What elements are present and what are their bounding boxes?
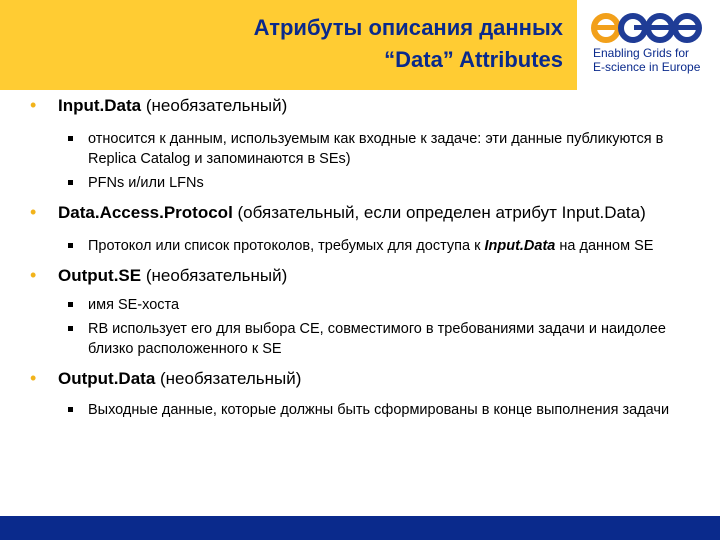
bullet-level2 bbox=[30, 295, 690, 315]
bullet-level2 bbox=[30, 173, 690, 193]
sub-bullet-text: PFNs и/или LFNs bbox=[88, 175, 204, 191]
sub-bullet-text: RB использует его для выбора CE, совместимого в требованиями задачи и наидолее близко расположенного к SE bbox=[88, 321, 666, 357]
egee-wordmark-icon bbox=[591, 12, 703, 44]
attribute-desc: (необязательный) bbox=[155, 369, 302, 388]
sub-bullet-text: относится к данным, используемым как входные к задаче: эти данные публикуются в Replica Catalog и запоминаются в SEs) bbox=[88, 131, 664, 167]
bullet-level2 bbox=[30, 400, 690, 420]
sub-bullet-text: Протокол или список протоколов, требумых для доступа к bbox=[88, 238, 485, 254]
bullet-dot-icon: • bbox=[30, 368, 37, 388]
bullet-level1 bbox=[30, 264, 690, 287]
slide-title-line1: Атрибуты описания данных bbox=[253, 15, 563, 40]
sub-bullet-text: Выходные данные, которые должны быть сформированы в конце выполнения задачи bbox=[88, 402, 670, 418]
bullet-level1 bbox=[30, 201, 690, 224]
bullet-level1 bbox=[30, 94, 690, 117]
sub-bullet-text-after: на данном SE bbox=[555, 238, 654, 254]
attribute-desc: (необязательный) bbox=[141, 266, 288, 285]
title-banner bbox=[0, 0, 577, 90]
attribute-desc: (обязательный, если определен атрибут Input.Data) bbox=[232, 203, 646, 222]
footer-bar bbox=[0, 516, 720, 540]
logo-tagline-line2: E-science in Europe bbox=[593, 60, 701, 74]
bullet-item bbox=[30, 367, 690, 420]
egee-logo bbox=[577, 0, 720, 90]
square-bullet-icon bbox=[68, 326, 73, 331]
square-bullet-icon bbox=[68, 407, 73, 412]
attribute-desc: (необязательный) bbox=[141, 96, 288, 115]
logo-tagline bbox=[593, 46, 700, 74]
bullet-dot-icon: • bbox=[30, 95, 37, 115]
slide-body bbox=[30, 92, 690, 420]
bullet-level2 bbox=[30, 236, 690, 256]
attribute-name: Input.Data bbox=[58, 96, 142, 115]
bullet-item bbox=[30, 201, 690, 256]
bullet-dot-icon: • bbox=[30, 202, 37, 222]
bullet-item bbox=[30, 264, 690, 359]
bullet-dot-icon: • bbox=[30, 265, 37, 285]
bullet-level1 bbox=[30, 367, 690, 390]
square-bullet-icon bbox=[68, 136, 73, 141]
logo-tagline-line1: Enabling Grids for bbox=[593, 46, 690, 60]
attribute-name: Data.Access.Protocol bbox=[58, 203, 233, 222]
sub-bullet-emphasis: Input.Data bbox=[484, 238, 556, 254]
attribute-name: Output.SE bbox=[58, 266, 142, 285]
bullet-level2 bbox=[30, 129, 690, 169]
square-bullet-icon bbox=[68, 302, 73, 307]
attribute-name: Output.Data bbox=[58, 369, 156, 388]
slide-title-line2: “Data” Attributes bbox=[384, 47, 563, 72]
slide-title bbox=[254, 12, 563, 76]
bullet-level2 bbox=[30, 319, 690, 359]
square-bullet-icon bbox=[68, 180, 73, 185]
square-bullet-icon bbox=[68, 243, 73, 248]
sub-bullet-text: имя SE-хоста bbox=[88, 297, 180, 313]
bullet-item bbox=[30, 94, 690, 193]
